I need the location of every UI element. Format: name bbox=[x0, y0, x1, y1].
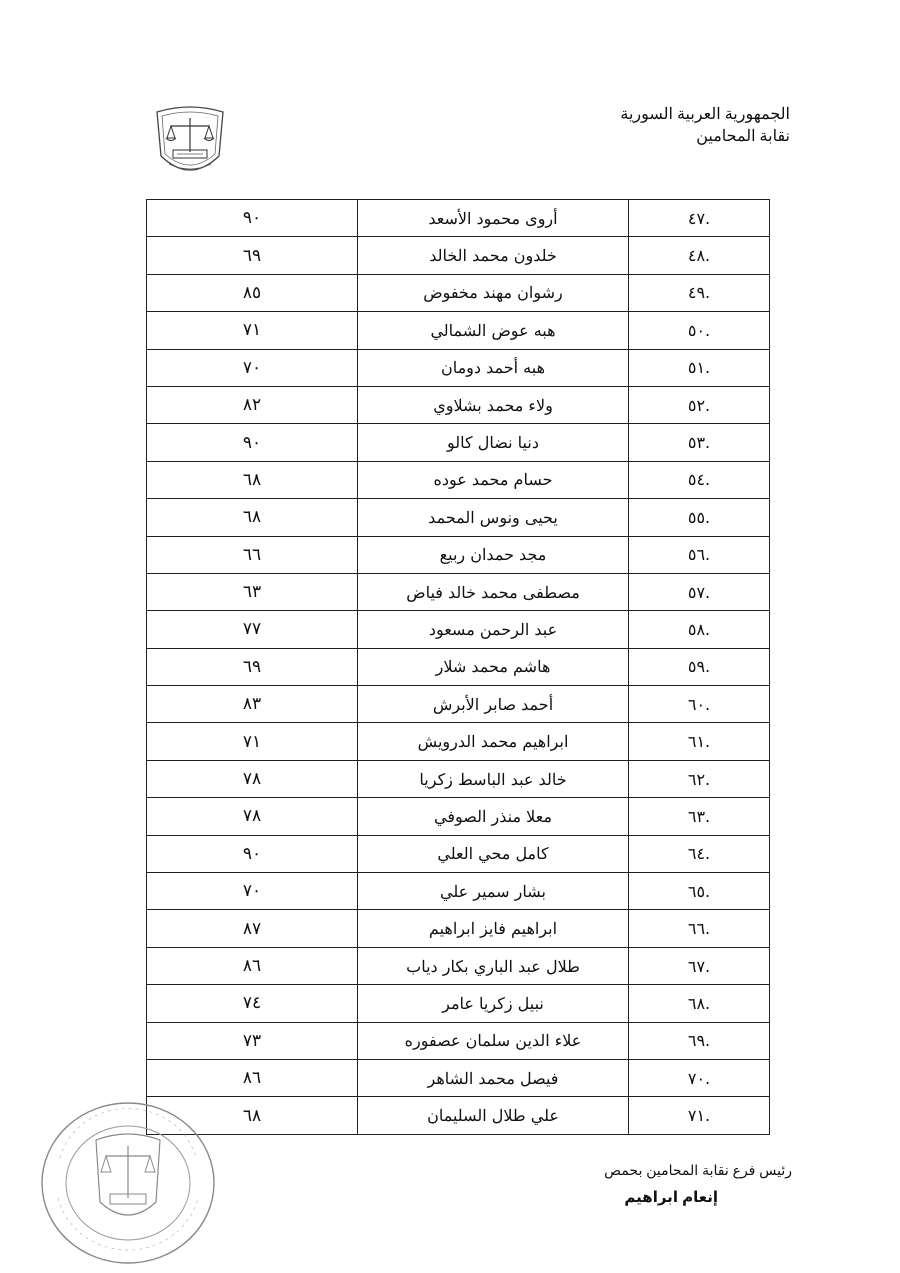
row-number: .٤٧ bbox=[629, 200, 770, 237]
signature-block bbox=[604, 1156, 792, 1212]
row-number: .٥٨ bbox=[629, 611, 770, 648]
table-row bbox=[147, 237, 770, 274]
lawyer-name: ابراهيم محمد الدرويش bbox=[358, 723, 629, 760]
lawyer-name: كامل محي العلي bbox=[358, 835, 629, 872]
grade-value: ٧٠ bbox=[147, 873, 358, 910]
table-row bbox=[147, 424, 770, 461]
row-number: .٥٦ bbox=[629, 536, 770, 573]
lawyer-name: فيصل محمد الشاهر bbox=[358, 1059, 629, 1096]
row-number: .٥٣ bbox=[629, 424, 770, 461]
table-row bbox=[147, 573, 770, 610]
lawyer-name: خلدون محمد الخالد bbox=[358, 237, 629, 274]
lawyer-name: حسام محمد عوده bbox=[358, 461, 629, 498]
row-number: .٦١ bbox=[629, 723, 770, 760]
table-row bbox=[147, 499, 770, 536]
lawyers-results-table bbox=[146, 199, 770, 1135]
table-row bbox=[147, 386, 770, 423]
row-number: .٦٩ bbox=[629, 1022, 770, 1059]
table-row bbox=[147, 611, 770, 648]
lawyer-name: ولاء محمد بشلاوي bbox=[358, 386, 629, 423]
grade-value: ٧٨ bbox=[147, 760, 358, 797]
grade-value: ٧٧ bbox=[147, 611, 358, 648]
grade-value: ٩٠ bbox=[147, 200, 358, 237]
row-number: .٦٠ bbox=[629, 686, 770, 723]
row-number: .٦٤ bbox=[629, 835, 770, 872]
row-number: .٤٩ bbox=[629, 274, 770, 311]
row-number: .٦٨ bbox=[629, 985, 770, 1022]
lawyer-name: ابراهيم فايز ابراهيم bbox=[358, 910, 629, 947]
grade-value: ٩٠ bbox=[147, 835, 358, 872]
lawyer-name: بشار سمير علي bbox=[358, 873, 629, 910]
table-row bbox=[147, 200, 770, 237]
row-number: .٥٠ bbox=[629, 312, 770, 349]
grade-value: ٨٧ bbox=[147, 910, 358, 947]
lawyer-name: نبيل زكريا عامر bbox=[358, 985, 629, 1022]
lawyer-name: علاء الدين سلمان عصفوره bbox=[358, 1022, 629, 1059]
table-row bbox=[147, 1059, 770, 1096]
table-row bbox=[147, 686, 770, 723]
grade-value: ٦٩ bbox=[147, 237, 358, 274]
table-row bbox=[147, 1097, 770, 1134]
lawyer-name: رشوان مهند مخفوض bbox=[358, 274, 629, 311]
grade-value: ٧٠ bbox=[147, 349, 358, 386]
table-row bbox=[147, 985, 770, 1022]
row-number: .٥٩ bbox=[629, 648, 770, 685]
table-row bbox=[147, 798, 770, 835]
lawyer-name: طلال عبد الباري بكار دياب bbox=[358, 947, 629, 984]
table-body bbox=[147, 200, 770, 1135]
table-row bbox=[147, 312, 770, 349]
row-number: .٦٣ bbox=[629, 798, 770, 835]
table-row bbox=[147, 648, 770, 685]
row-number: .٦٥ bbox=[629, 873, 770, 910]
grade-value: ٨٦ bbox=[147, 1059, 358, 1096]
grade-value: ٨٥ bbox=[147, 274, 358, 311]
row-number: .٥٥ bbox=[629, 499, 770, 536]
row-number: .٧٠ bbox=[629, 1059, 770, 1096]
row-number: .٤٨ bbox=[629, 237, 770, 274]
row-number: .٥٢ bbox=[629, 386, 770, 423]
bar-association-seal-icon bbox=[38, 1098, 218, 1268]
grade-value: ٩٠ bbox=[147, 424, 358, 461]
grade-value: ٧٣ bbox=[147, 1022, 358, 1059]
lawyer-name: أروى محمود الأسعد bbox=[358, 200, 629, 237]
grade-value: ٦٩ bbox=[147, 648, 358, 685]
row-number: .٦٦ bbox=[629, 910, 770, 947]
table-row bbox=[147, 873, 770, 910]
document-header bbox=[620, 104, 790, 148]
table-row bbox=[147, 910, 770, 947]
table-row bbox=[147, 760, 770, 797]
grade-value: ٨٢ bbox=[147, 386, 358, 423]
table-row bbox=[147, 1022, 770, 1059]
grade-value: ٧١ bbox=[147, 312, 358, 349]
lawyer-name: مصطفى محمد خالد فياض bbox=[358, 573, 629, 610]
lawyer-name: هاشم محمد شلار bbox=[358, 648, 629, 685]
lawyer-name: دنيا نضال كالو bbox=[358, 424, 629, 461]
lawyer-name: عبد الرحمن مسعود bbox=[358, 611, 629, 648]
table-row bbox=[147, 723, 770, 760]
lawyer-name: علي طلال السليمان bbox=[358, 1097, 629, 1134]
header-country: الجمهورية العربية السورية bbox=[620, 106, 790, 123]
header-organization: نقابة المحامين bbox=[696, 128, 790, 145]
grade-value: ٦٦ bbox=[147, 536, 358, 573]
table-row bbox=[147, 274, 770, 311]
row-number: .٦٧ bbox=[629, 947, 770, 984]
row-number: .٦٢ bbox=[629, 760, 770, 797]
lawyer-name: مجد حمدان ربيع bbox=[358, 536, 629, 573]
table-row bbox=[147, 835, 770, 872]
signatory-name: إنعام ابراهيم bbox=[624, 1189, 718, 1206]
signatory-title: رئيس فرع نقابة المحامين بحمص bbox=[604, 1162, 792, 1178]
row-number: .٥١ bbox=[629, 349, 770, 386]
grade-value: ٧٨ bbox=[147, 798, 358, 835]
grade-value: ٦٨ bbox=[147, 1097, 358, 1134]
grade-value: ٦٨ bbox=[147, 461, 358, 498]
grade-value: ٦٣ bbox=[147, 573, 358, 610]
lawyer-name: أحمد صابر الأبرش bbox=[358, 686, 629, 723]
scales-of-justice-icon bbox=[147, 104, 233, 182]
table-row bbox=[147, 947, 770, 984]
lawyer-name: يحيى ونوس المحمد bbox=[358, 499, 629, 536]
table-row bbox=[147, 349, 770, 386]
table-row bbox=[147, 536, 770, 573]
grade-value: ٨٦ bbox=[147, 947, 358, 984]
row-number: .٧١ bbox=[629, 1097, 770, 1134]
row-number: .٥٤ bbox=[629, 461, 770, 498]
grade-value: ٧١ bbox=[147, 723, 358, 760]
lawyer-name: هبه أحمد دومان bbox=[358, 349, 629, 386]
grade-value: ٨٣ bbox=[147, 686, 358, 723]
lawyer-name: هبه عوض الشمالي bbox=[358, 312, 629, 349]
lawyer-name: خالد عبد الباسط زكريا bbox=[358, 760, 629, 797]
lawyer-name: معلا منذر الصوفي bbox=[358, 798, 629, 835]
row-number: .٥٧ bbox=[629, 573, 770, 610]
grade-value: ٦٨ bbox=[147, 499, 358, 536]
table-row bbox=[147, 461, 770, 498]
grade-value: ٧٤ bbox=[147, 985, 358, 1022]
